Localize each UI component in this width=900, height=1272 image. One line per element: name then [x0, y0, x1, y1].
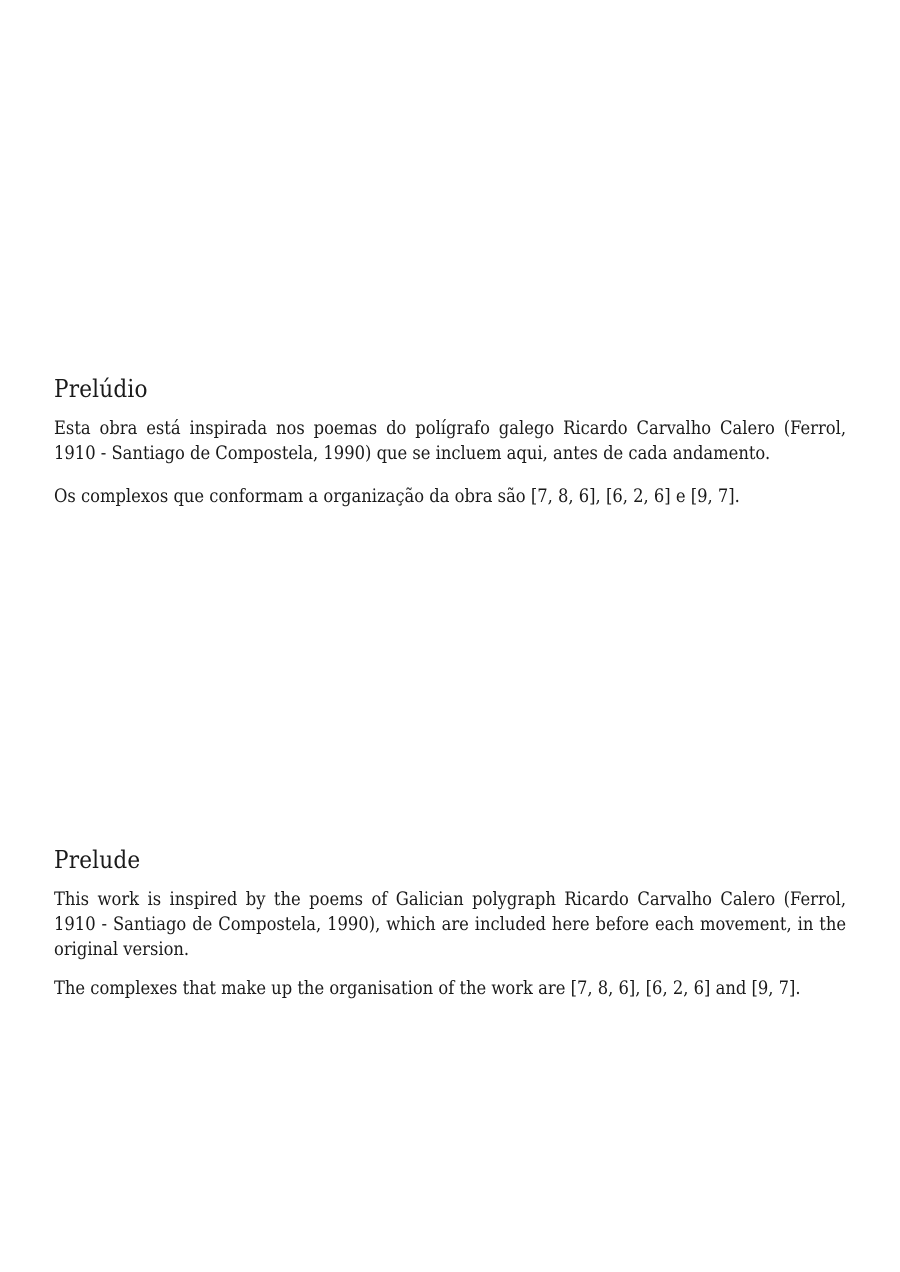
section-heading-prelude: Prelude	[54, 846, 141, 874]
paragraph-preludio-intro: Esta obra está inspirada nos poemas do polígrafo galego Ricardo Carvalho Calero (Ferrol, 1910 - Santiago de Compostela, 1990) que se incluem aqui, antes de cada andamento.	[54, 417, 847, 464]
section-preludio	[54, 372, 846, 527]
paragraph-prelude-complexes: The complexes that make up the organisation of the work are [7, 8, 6], [6, 2, 6] and [9, 7].	[54, 977, 801, 999]
paragraph-prelude-intro: This work is inspired by the poems of Galician polygraph Ricardo Carvalho Calero (Ferrol, 1910 - Santiago de Compostela, 1990), which are included here before each movement, in the original version.	[54, 888, 847, 960]
section-heading-preludio: Prelúdio	[54, 375, 148, 403]
paragraph-preludio-complexes: Os complexos que conformam a organização da obra são [7, 8, 6], [6, 2, 6] e [9, 7].	[54, 485, 740, 507]
section-prelude	[54, 843, 846, 1015]
